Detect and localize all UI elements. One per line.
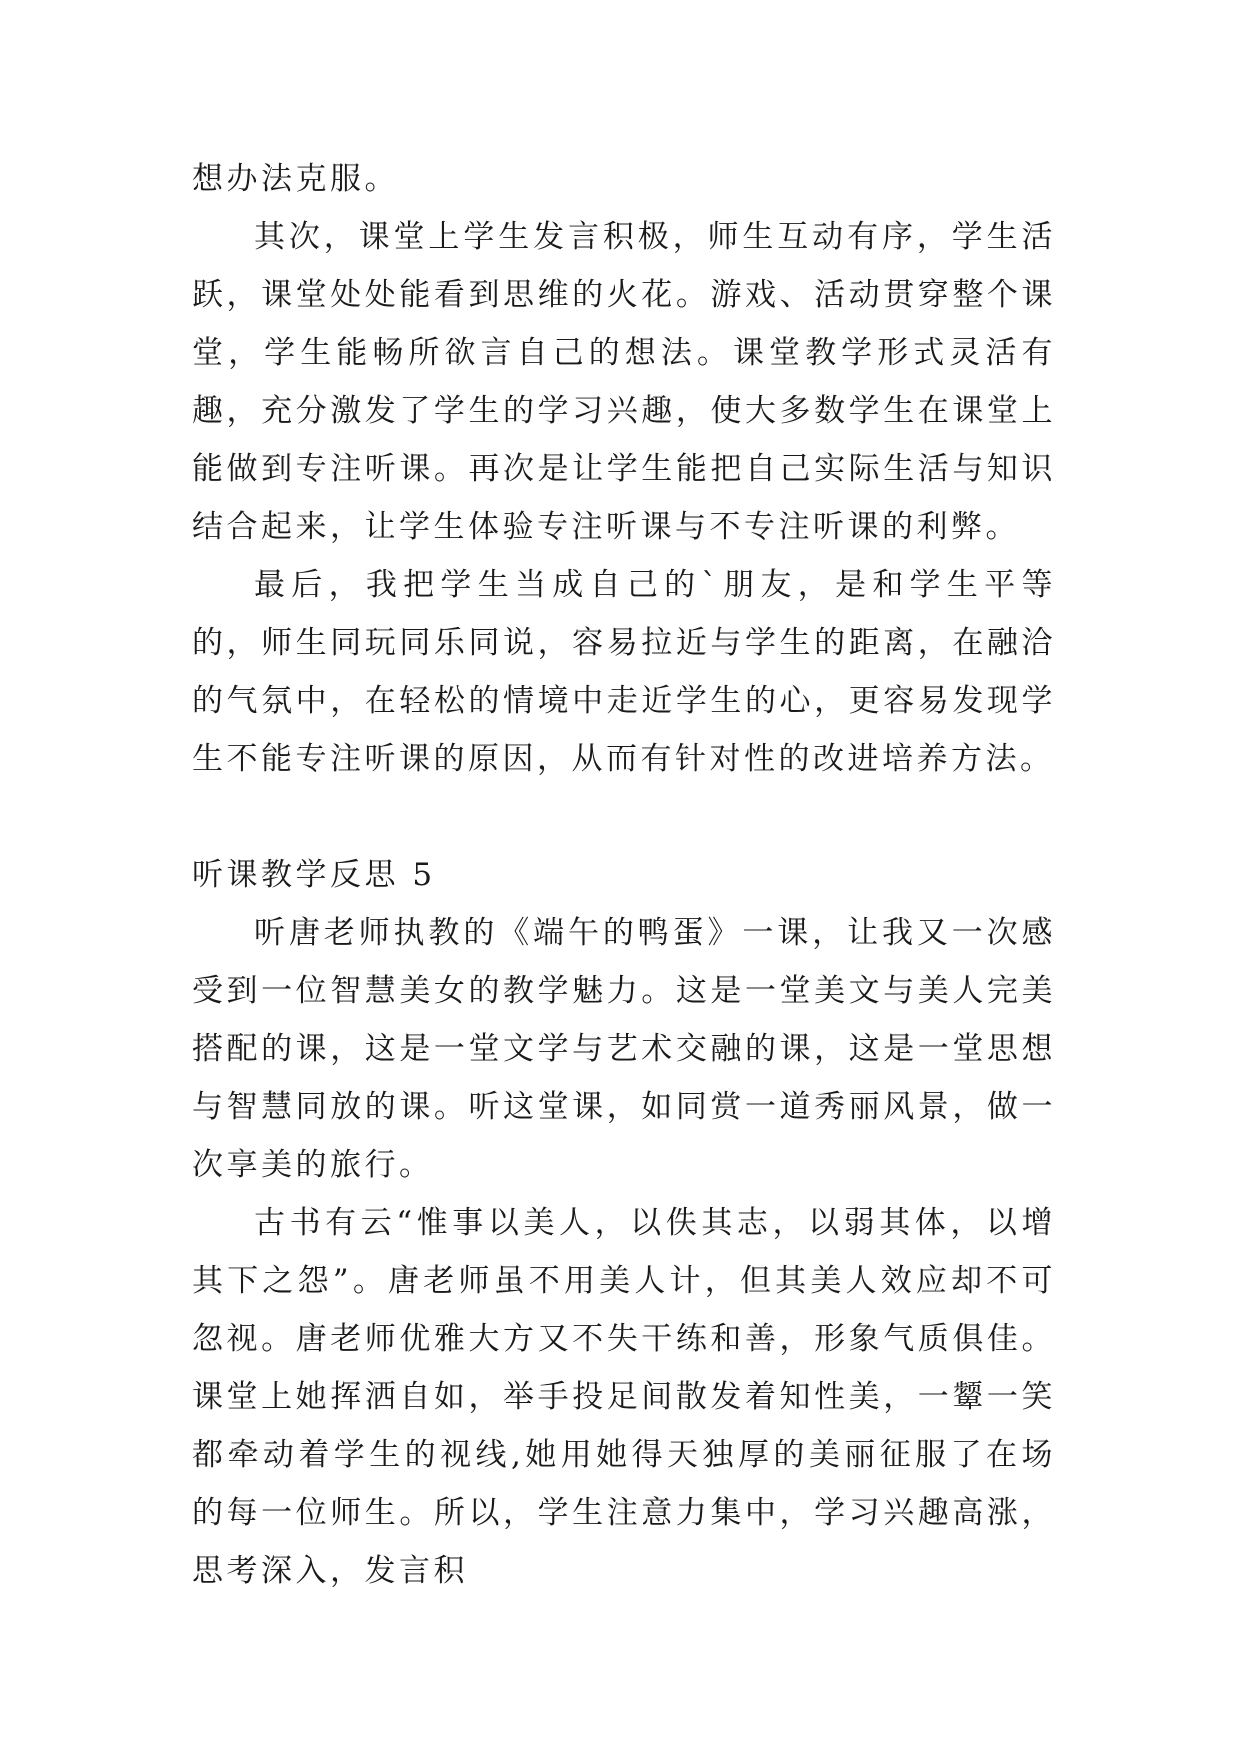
paragraph-ancient-book: 古书有云“惟事以美人，以佚其志，以弱其体，以增其下之怨”。唐老师虽不用美人计，但其美人效应却不可忽视。唐老师优雅大方又不失干练和善，形象气质俱佳。课堂上她挥洒自如，举手投足间散发着知性美，一颦一笑都牵动着学生的视线,她用她得天独厚的美丽征服了在场的每一位师生。所以，学生注意力集中，学习兴趣高涨，思考深入，发言积 [192, 1205, 1056, 1589]
paragraph-secondly: 其次，课堂上学生发言积极，师生互动有序，学生活跃，课堂处处能看到思维的火花。游戏、活动贯穿整个课堂，学生能畅所欲言自己的想法。课堂教学形式灵活有趣，充分激发了学生的学习兴趣，使大多数学生在课堂上能做到专注听课。再次是让学生能把自己实际生活与知识结合起来，让学生体验专注听课与不专注听课的利弊。 [192, 219, 1056, 545]
continuation-text: 想办法克服。 [192, 161, 399, 197]
paragraph-intro: 听唐老师执教的《端午的鸭蛋》一课，让我又一次感受到一位智慧美女的教学魅力。这是一堂美文与美人完美搭配的课，这是一堂文学与艺术交融的课，这是一堂思想与智慧同放的课。听这堂课，如同赏一道秀丽风景，做一次享美的旅行。 [192, 915, 1056, 1183]
paragraph-finally: 最后，我把学生当成自己的`朋友，是和学生平等的，师生同玩同乐同说，容易拉近与学生的距离，在融洽的气氛中，在轻松的情境中走近学生的心，更容易发现学生不能专注听课的原因，从而有针对性的改进培养方法。 [192, 567, 1056, 777]
section-heading: 听课教学反思 5 [192, 857, 436, 893]
document-body [192, 150, 1056, 1600]
